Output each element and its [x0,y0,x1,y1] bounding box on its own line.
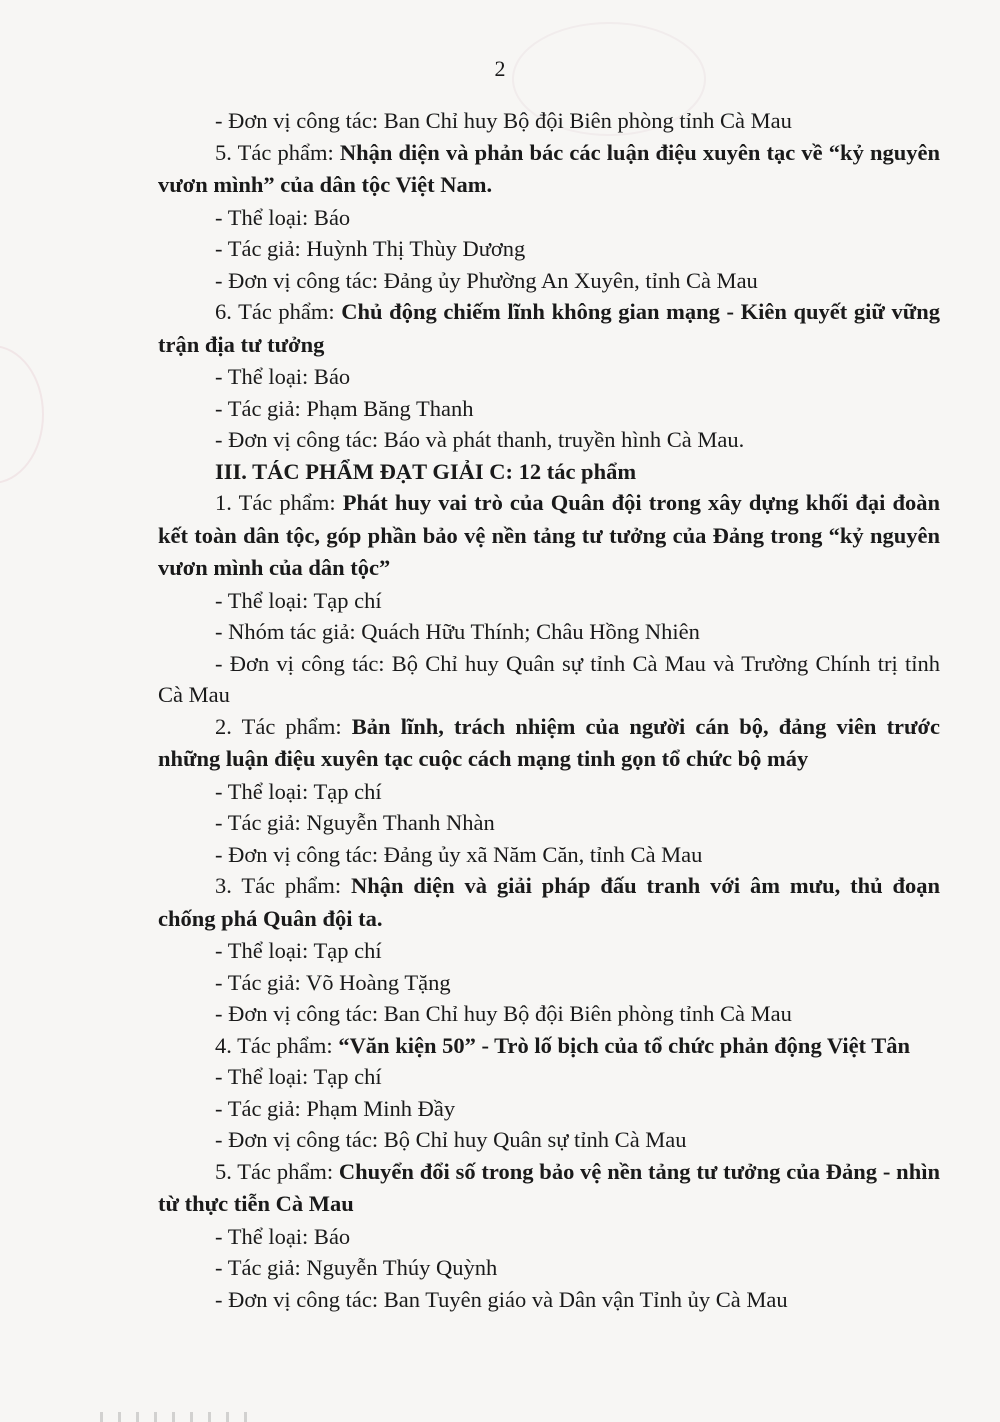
faint-seal-mark-left [0,345,44,484]
award-item [158,137,940,297]
item-title: “Văn kiện 50” - Trò lố bịch của tổ chức phản động Việt Tân [338,1032,911,1058]
item-genre: - Thể loại: Tạp chí [215,587,382,613]
item-unit: - Đơn vị công tác: Bộ Chỉ huy Quân sự tỉnh Cà Mau [215,1127,687,1152]
item-genre: - Thể loại: Tạp chí [215,938,382,963]
item-genre: - Thể loại: Báo [215,1223,351,1249]
award-item [158,487,940,711]
award-item [158,296,940,456]
item-author: - Nhóm tác giả: Quách Hữu Thính; Châu Hồng Nhiên [215,619,700,644]
item-author: - Tác giả: Võ Hoàng Tặng [215,969,451,995]
item-author: - Tác giả: Phạm Băng Thanh [215,395,474,421]
item-title-paragraph [158,1156,940,1221]
item-label: 3. Tác phẩm: [215,873,352,898]
item-unit: - Đơn vị công tác: Ban Chỉ huy Bộ đội Biên phòng tỉnh Cà Mau [215,1001,792,1026]
award-item [158,1030,940,1156]
page-number: 2 [494,56,506,81]
item-title-paragraph [158,137,940,202]
item-author: - Tác giả: Nguyễn Thúy Quỳnh [215,1255,498,1280]
item-author: - Tác giả: Phạm Minh Đầy [215,1095,456,1121]
award-item [158,1156,940,1316]
item-unit: - Đơn vị công tác: Đảng ủy xã Năm Căn, tỉnh Cà Mau [215,841,703,867]
award-item [158,870,940,1030]
item-title: Bản lĩnh, trách nhiệm của người cán bộ, đảng viên trước những luận điệu xuyên tạc cuộc cách mạng tinh gọn tổ chức bộ máy [158,713,940,771]
item-title-paragraph [158,296,940,361]
item-title-paragraph [158,711,940,776]
item-label: 2. Tác phẩm: [215,713,352,739]
item-label: 5. Tác phẩm: [215,1158,339,1184]
document-body [158,105,940,1315]
item-label: 4. Tác phẩm: [215,1032,339,1058]
item-genre: - Thể loại: Báo [215,364,351,389]
item-label: 5. Tác phẩm: [215,139,340,165]
item-unit: - Đơn vị công tác: Đảng ủy Phường An Xuyên, tỉnh Cà Mau [215,267,758,293]
item-title-paragraph [158,870,940,935]
item-author: - Tác giả: Nguyễn Thanh Nhàn [215,810,495,835]
item-title: Chủ động chiếm lĩnh không gian mạng - Kiên quyết giữ vững trận địa tư tưởng [158,299,940,357]
item-title: Nhận diện và giải pháp đấu tranh với âm mưu, thủ đoạn chống phá Quân đội ta. [158,873,940,931]
item-unit: - Đơn vị công tác: Ban Tuyên giáo và Dân vận Tỉnh ủy Cà Mau [215,1286,788,1312]
scan-edge-marks [100,1412,250,1422]
item-title-paragraph [158,487,940,585]
award-item [158,711,940,871]
section-heading: III. TÁC PHẨM ĐẠT GIẢI C: 12 tác phẩm [215,458,637,484]
item-author: - Tác giả: Huỳnh Thị Thùy Dương [215,236,526,261]
item-unit: - Đơn vị công tác: Báo và phát thanh, truyền hình Cà Mau. [215,427,745,452]
item-title-paragraph [158,1030,940,1062]
item-unit: - Đơn vị công tác: Bộ Chỉ huy Quân sự tỉnh Cà Mau và Trường Chính trị tỉnh Cà Mau [158,650,940,707]
item-genre: - Thể loại: Báo [215,204,351,230]
item-title: Nhận diện và phản bác các luận điệu xuyên tạc về “kỷ nguyên vươn mình” của dân tộc Việt Nam. [158,139,940,197]
intro-line: - Đơn vị công tác: Ban Chỉ huy Bộ đội Biên phòng tỉnh Cà Mau [215,108,792,133]
item-title: Phát huy vai trò của Quân đội trong xây dựng khối đại đoàn kết toàn dân tộc, góp phần bảo vệ nền tảng tư tưởng của Đảng trong “kỷ nguyên vươn mình của dân tộc” [158,490,940,580]
item-title: Chuyển đổi số trong bảo vệ nền tảng tư tưởng của Đảng - nhìn từ thực tiễn Cà Mau [158,1158,940,1216]
item-genre: - Thể loại: Tạp chí [215,1064,382,1089]
item-label: 1. Tác phẩm: [215,490,343,515]
item-genre: - Thể loại: Tạp chí [215,778,382,804]
item-label: 6. Tác phẩm: [215,299,342,324]
